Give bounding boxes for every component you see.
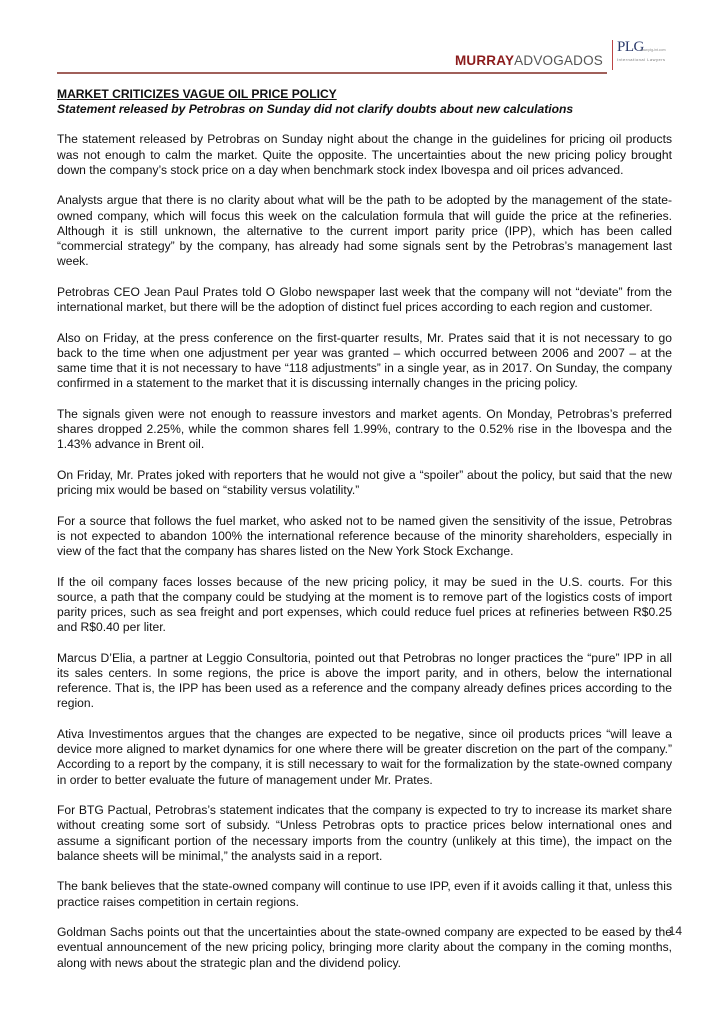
plg-logo xyxy=(612,40,679,70)
page-header xyxy=(0,0,728,80)
paragraph: Marcus D’Elia, a partner at Leggio Consultoria, pointed out that Petrobras no longer practices the “pure” IPP in all its sales centers. In some regions, the price is above the import parity, and in others, below the international reference. That is, the IPP has been used as a reference and the company already defines prices according to the region. xyxy=(57,650,672,711)
paragraph: On Friday, Mr. Prates joked with reporters that he would not give a “spoiler” about the policy, but said that the new pricing mix would be based on “stability versus volatility.” xyxy=(57,467,672,498)
murray-advogados-logo xyxy=(455,53,603,68)
paragraph: The statement released by Petrobras on Sunday night about the change in the guidelines for pricing oil products was not enough to calm the market. Quite the opposite. The uncertainties about the new pricing policy brought down the company’s stock price on a day when benchmark stock index Ibovespa and oil prices advanced. xyxy=(57,132,672,177)
page-number: 14 xyxy=(668,924,682,938)
paragraph: If the oil company faces losses because of the new pricing policy, it may be sued in the U.S. courts. For this source, a path that the company could be studying at the moment is to remove part of the logistics costs of import parity prices, such as sea freight and port expenses, which could reduce fuel prices at refineries between R$0.25 and R$0.40 per liter. xyxy=(57,574,672,635)
header-divider xyxy=(57,72,607,74)
paragraph: The bank believes that the state-owned company will continue to use IPP, even if it avoids calling it that, unless this practice raises competition in certain regions. xyxy=(57,879,672,909)
paragraph: The signals given were not enough to reassure investors and market agents. On Monday, Petrobras’s preferred shares dropped 2.25%, while the common shares fell 1.99%, contrary to the 0.52% rise in the Ibovespa and the 1.43% advance in Brent oil. xyxy=(57,406,672,452)
plg-url: www.plg-int.com xyxy=(640,48,666,52)
plg-tagline: International Lawyers xyxy=(617,57,666,62)
article-title: MARKET CRITICIZES VAGUE OIL PRICE POLICY xyxy=(57,87,337,101)
paragraph: For BTG Pactual, Petrobras’s statement indicates that the company is expected to try to increase its market share without creating some sort of subsidy. “Unless Petrobras opts to practice prices below international ones and assume a significant portion of the necessary imports from the country (unlikely at this time), the impact on the balance sheets will be minimal,” the analysts said in a report. xyxy=(57,803,672,863)
paragraph: For a source that follows the fuel market, who asked not to be named given the sensitivity of the issue, Petrobras is not expected to abandon 100% the international reference because of the minority shareholders, especially in view of the fact that the company has shares listed on the New York Stock Exchange. xyxy=(57,513,672,559)
article xyxy=(57,87,672,986)
paragraph: Ativa Investimentos argues that the changes are expected to be negative, since oil products prices “will leave a device more aligned to market dynamics for one where there will be greater discretion on the part of the company.” According to a report by the company, it is still necessary to wait for the formalization by the state-owned company in order to better evaluate the future of management under Mr. Prates. xyxy=(57,727,672,787)
paragraph: Goldman Sachs points out that the uncertainties about the state-owned company are expected to be eased by the eventual announcement of the new pricing policy, bringing more clarity about the company in the coming months, along with news about the strategic plan and the dividend policy. xyxy=(57,925,672,970)
article-subtitle: Statement released by Petrobras on Sunday did not clarify doubts about new calculations xyxy=(57,102,574,117)
brand-primary: MURRAY xyxy=(454,53,515,68)
brand-secondary: ADVOGADOS xyxy=(514,53,603,68)
paragraph: Also on Friday, at the press conference on the first-quarter results, Mr. Prates said that it is not necessary to go back to the time when one adjustment per year was granted – which occurred between 2006 and 2007 – at the same time that it is not necessary to have “118 adjustments” in a single year, as in 2017. On Sunday, the company confirmed in a statement to the market that it is discussing internally changes in the pricing policy. xyxy=(57,330,672,391)
paragraph: Petrobras CEO Jean Paul Prates told O Globo newspaper last week that the company will not “deviate” from the international market, but there will be the adoption of distinct fuel prices according to each region and customer. xyxy=(57,284,672,315)
plg-mark: PLG xyxy=(617,39,644,55)
paragraph: Analysts argue that there is no clarity about what will be the path to be adopted by the management of the state-owned company, which will focus this week on the calculation formula that will guide the price at the refineries. Although it is still unknown, the alternative to the current import parity price (IPP), which has been called “commercial strategy” by the company, has already had some signals sent by the Petrobras’s management last week. xyxy=(57,193,672,269)
